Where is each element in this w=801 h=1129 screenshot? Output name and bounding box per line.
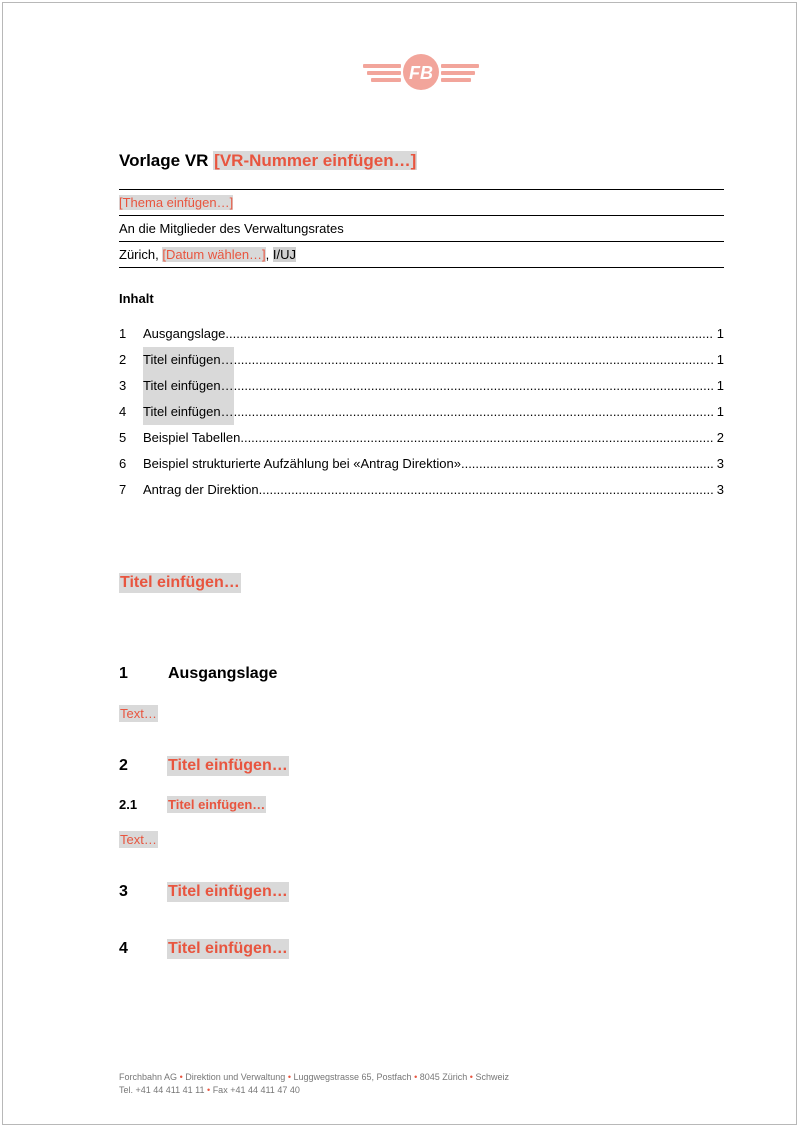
footer-bullet: • bbox=[207, 1085, 211, 1095]
document-title-line bbox=[119, 151, 417, 171]
toc-entry-page: 3 bbox=[716, 456, 724, 471]
toc-leader bbox=[234, 347, 713, 373]
toc-entry-number: 3 bbox=[119, 378, 127, 393]
toc-entry[interactable] bbox=[119, 373, 724, 399]
document-main-title[interactable]: Titel einfügen… bbox=[120, 574, 240, 591]
toc-entry-page: 1 bbox=[716, 378, 724, 393]
topic-row bbox=[119, 189, 724, 216]
toc-entry[interactable] bbox=[119, 425, 724, 451]
toc-leader bbox=[461, 451, 713, 477]
toc-entry-number: 1 bbox=[119, 326, 127, 341]
title-prefix: Vorlage VR bbox=[119, 151, 209, 170]
toc-entry-number: 6 bbox=[119, 456, 127, 471]
footer-fax: Fax +41 44 411 47 40 bbox=[212, 1085, 300, 1095]
vr-number-placeholder[interactable]: [VR-Nummer einfügen…] bbox=[214, 151, 417, 170]
recipients-text: An die Mitglieder des Verwaltungsrates bbox=[119, 221, 344, 236]
toc-entry-page: 2 bbox=[716, 430, 724, 445]
section-1-text[interactable]: Text… bbox=[120, 706, 157, 721]
toc-entry[interactable] bbox=[119, 451, 724, 477]
footer-address: Luggwegstrasse 65, Postfach bbox=[293, 1072, 412, 1082]
author-code[interactable]: I/UJ bbox=[272, 247, 297, 262]
section-number: 2 bbox=[119, 757, 128, 774]
footer-line-1 bbox=[119, 1071, 509, 1084]
section-number: 3 bbox=[119, 883, 128, 900]
footer-bullet: • bbox=[469, 1072, 473, 1082]
toc-leader bbox=[234, 399, 713, 425]
footer-bullet: • bbox=[287, 1072, 291, 1082]
toc-entry-page: 1 bbox=[716, 352, 724, 367]
section-number: 2.1 bbox=[119, 797, 138, 812]
footer-bullet: • bbox=[179, 1072, 183, 1082]
toc-entry-number: 2 bbox=[119, 352, 127, 367]
footer-country: Schweiz bbox=[475, 1072, 509, 1082]
footer-company: Forchbahn AG bbox=[119, 1072, 178, 1082]
toc-entry-number: 4 bbox=[119, 404, 127, 419]
page-footer bbox=[119, 1071, 509, 1097]
separator-text: , bbox=[265, 247, 273, 262]
footer-bullet: • bbox=[414, 1072, 418, 1082]
toc-leader bbox=[225, 321, 712, 347]
section-3-heading bbox=[119, 882, 289, 902]
section-1-heading bbox=[119, 664, 278, 684]
section-title: Ausgangslage bbox=[168, 665, 278, 682]
footer-phone: Tel. +41 44 411 41 11 bbox=[119, 1085, 205, 1095]
footer-city: 8045 Zürich bbox=[419, 1072, 468, 1082]
section-title-placeholder[interactable]: Titel einfügen… bbox=[168, 757, 288, 774]
toc-entry[interactable] bbox=[119, 477, 724, 503]
toc-leader bbox=[240, 425, 712, 451]
table-of-contents bbox=[119, 321, 724, 503]
section-2-1-heading bbox=[119, 796, 266, 813]
footer-department: Direktion und Verwaltung bbox=[185, 1072, 286, 1082]
date-placeholder[interactable]: [Datum wählen…] bbox=[162, 247, 266, 262]
svg-text:FB: FB bbox=[409, 63, 433, 83]
forchbahn-logo bbox=[361, 53, 481, 93]
toc-entry-number: 7 bbox=[119, 482, 127, 497]
document-page bbox=[2, 2, 797, 1125]
toc-leader bbox=[234, 373, 713, 399]
recipients-row bbox=[119, 216, 724, 242]
toc-entry-page: 1 bbox=[716, 404, 724, 419]
toc-entry[interactable] bbox=[119, 347, 724, 373]
section-title-placeholder[interactable]: Titel einfügen… bbox=[168, 883, 288, 900]
toc-entry-text: Antrag der Direktion bbox=[143, 482, 259, 497]
section-title-placeholder[interactable]: Titel einfügen… bbox=[168, 797, 266, 812]
meta-block bbox=[119, 189, 724, 268]
toc-entry-text: Ausgangslage bbox=[143, 326, 226, 341]
section-number: 1 bbox=[119, 665, 128, 682]
date-row bbox=[119, 242, 724, 268]
toc-entry[interactable] bbox=[119, 321, 724, 347]
toc-entry-page: 1 bbox=[716, 326, 724, 341]
toc-entry-text: Titel einfügen… bbox=[143, 373, 234, 399]
topic-placeholder[interactable]: [Thema einfügen…] bbox=[119, 195, 234, 210]
toc-entry-text: Titel einfügen… bbox=[143, 399, 234, 425]
toc-heading: Inhalt bbox=[119, 291, 154, 306]
toc-entry-page: 3 bbox=[716, 482, 724, 497]
toc-entry-text: Titel einfügen… bbox=[143, 347, 234, 373]
section-2-heading bbox=[119, 756, 289, 776]
toc-entry-text: Beispiel strukturierte Aufzählung bei «Antrag Direktion» bbox=[143, 456, 461, 471]
toc-entry[interactable] bbox=[119, 399, 724, 425]
section-4-heading bbox=[119, 939, 289, 959]
section-2-1-text[interactable]: Text… bbox=[120, 832, 157, 847]
section-number: 4 bbox=[119, 940, 128, 957]
toc-entry-text: Beispiel Tabellen bbox=[143, 430, 241, 445]
toc-entry-number: 5 bbox=[119, 430, 127, 445]
toc-leader bbox=[259, 477, 713, 503]
footer-line-2 bbox=[119, 1084, 509, 1097]
section-title-placeholder[interactable]: Titel einfügen… bbox=[168, 940, 288, 957]
place-text: Zürich, bbox=[119, 247, 163, 262]
